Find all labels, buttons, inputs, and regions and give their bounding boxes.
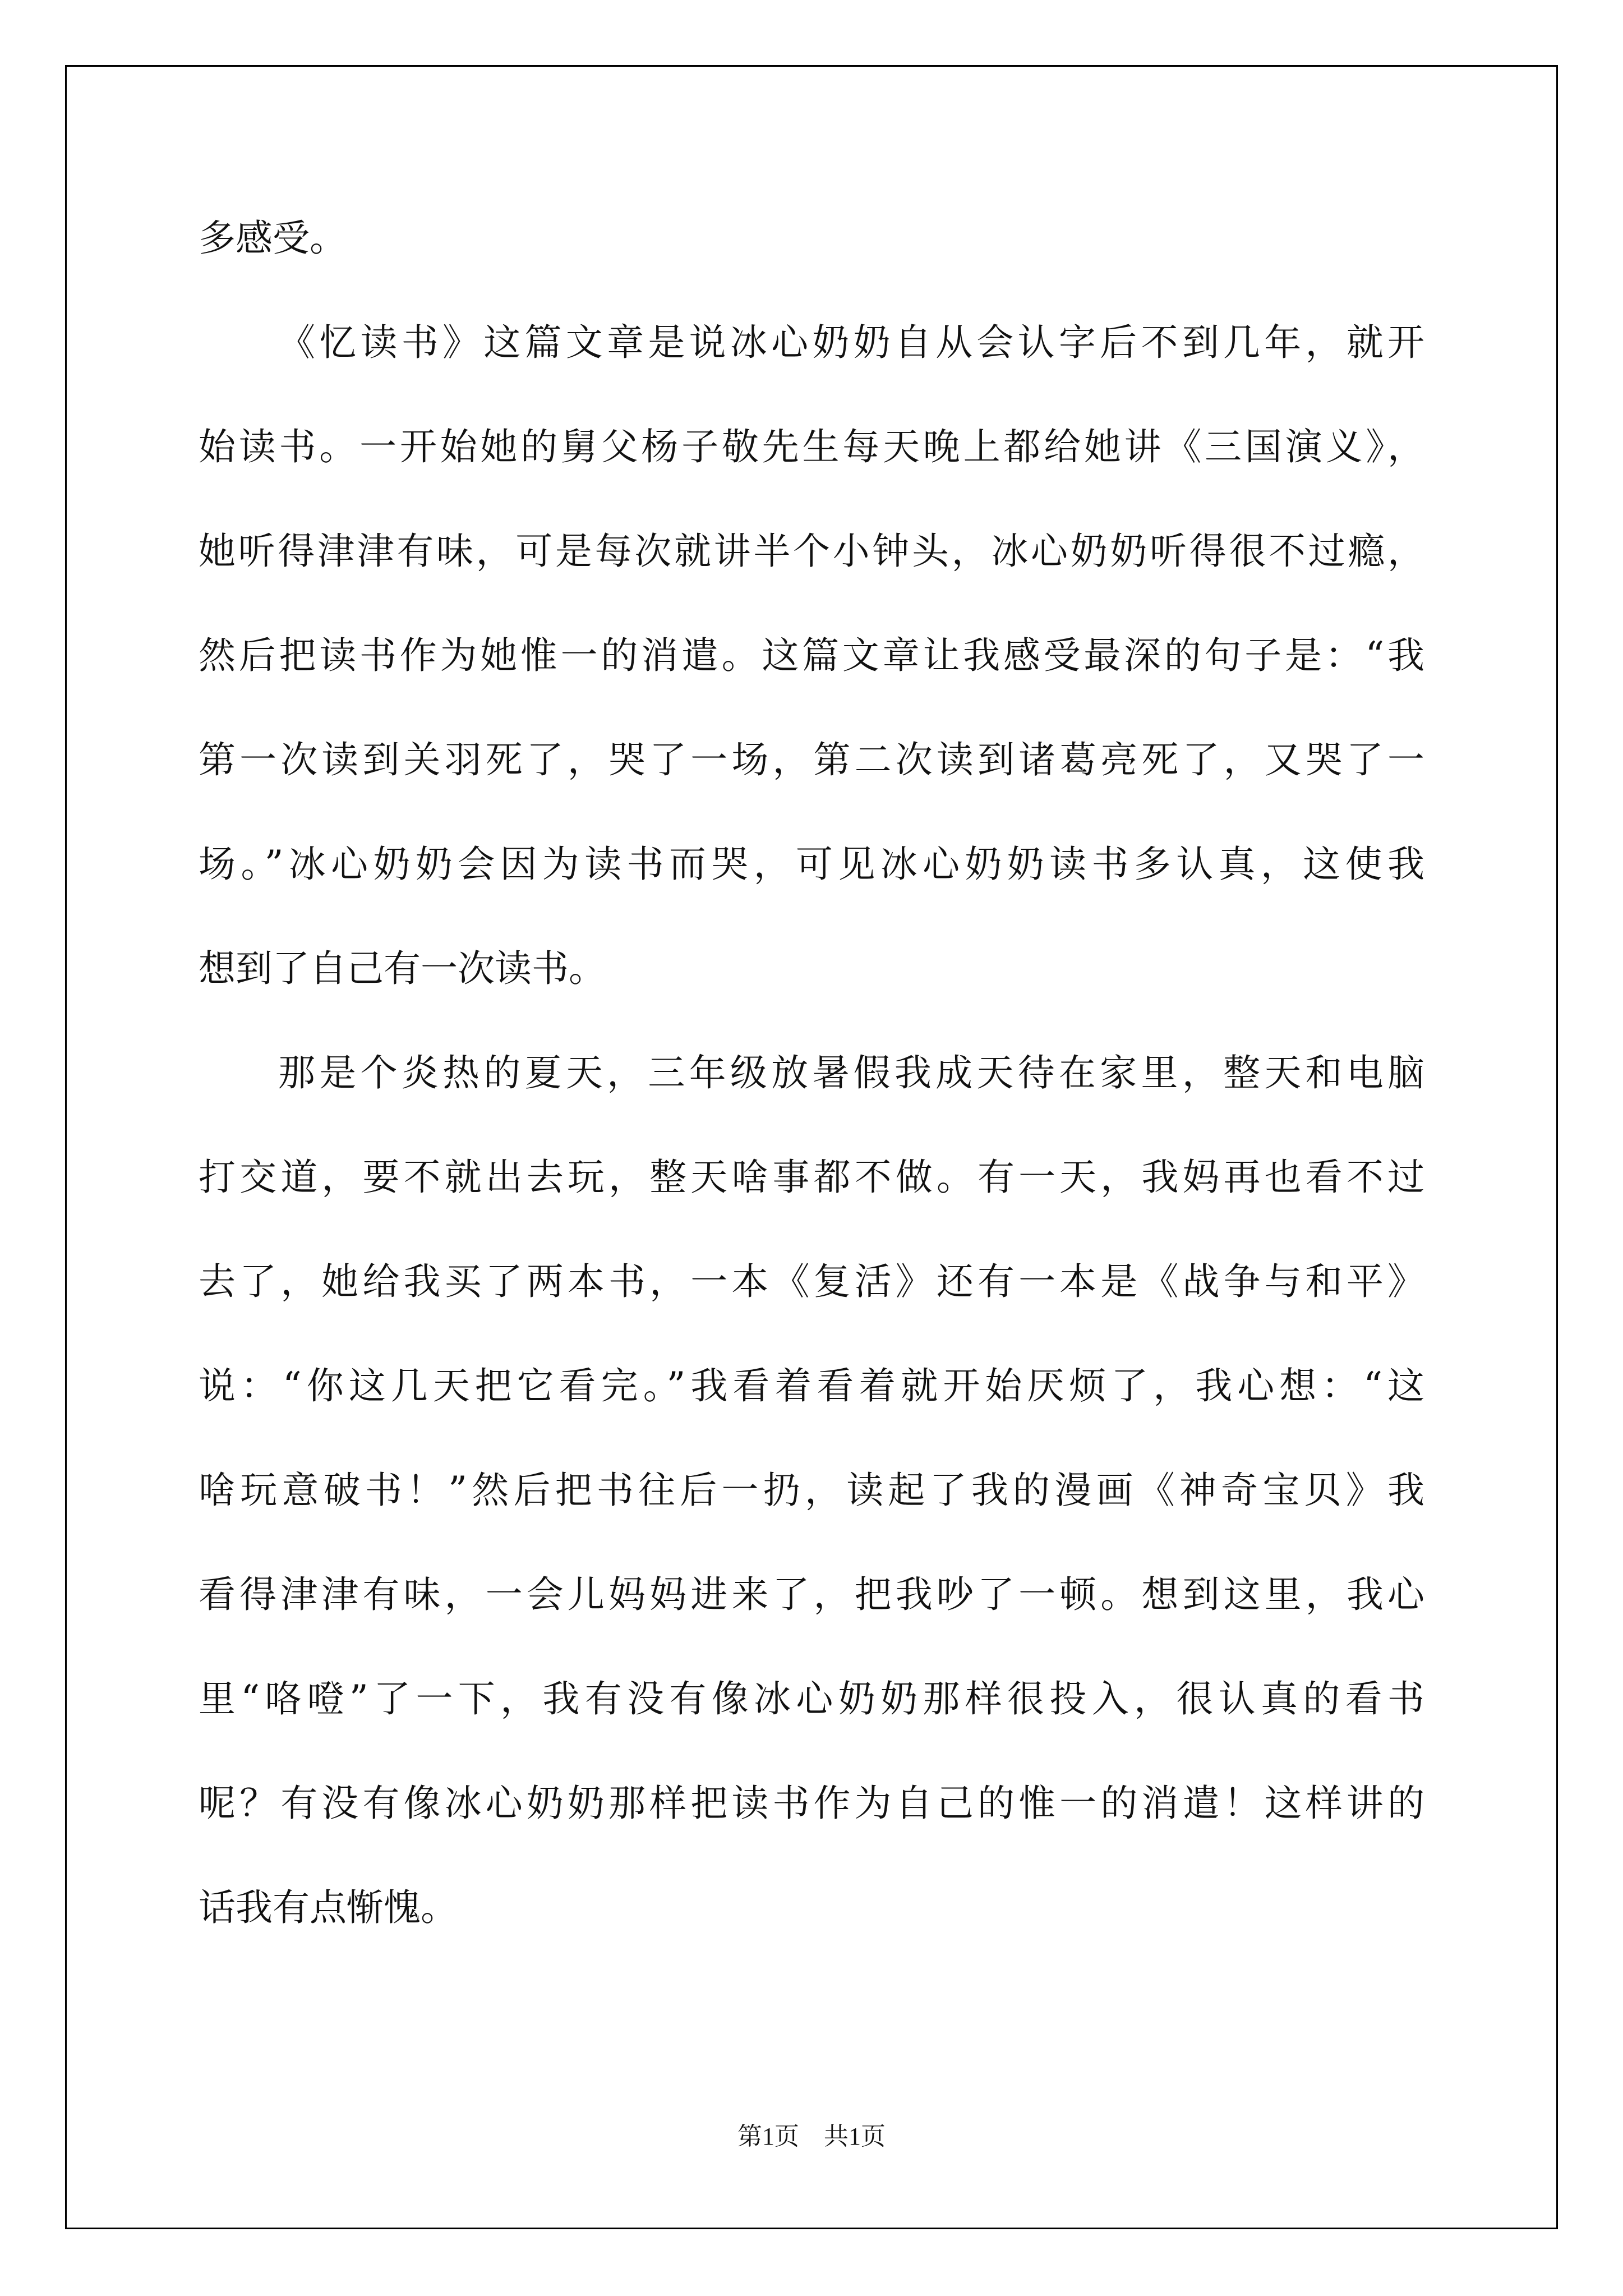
page-total: 共1页 <box>824 2123 886 2150</box>
paragraph-line: 里“咯噔”了一下，我有没有像冰心奶奶那样很投入，很认真的看书 <box>199 1677 1424 1720</box>
paragraph-line: 想到了自己有一次读书。 <box>199 947 606 990</box>
paragraph-line: 去了，她给我买了两本书，一本《复活》还有一本是《战争与和平》 <box>199 1260 1424 1303</box>
paragraph-line: 打交道，要不就出去玩，整天啥事都不做。有一天，我妈再也看不过 <box>199 1156 1424 1199</box>
paragraph-line: 第一次读到关羽死了，哭了一场，第二次读到诸葛亮死了，又哭了一 <box>199 738 1424 781</box>
paragraph-line: 她听得津津有味，可是每次就讲半个小钟头，冰心奶奶听得很不过瘾， <box>199 530 1424 573</box>
paragraph-line: 那是个炎热的夏天，三年级放暑假我成天待在家里，整天和电脑 <box>278 1051 1424 1094</box>
paragraph-line: 说：“你这几天把它看完。”我看着看着就开始厌烦了，我心想：“这 <box>199 1364 1424 1407</box>
paragraph-line: 场。”冰心奶奶会因为读书而哭，可见冰心奶奶读书多认真，这使我 <box>199 843 1424 886</box>
paragraph-line: 始读书。一开始她的舅父杨子敬先生每天晚上都给她讲《三国演义》， <box>199 425 1424 468</box>
paragraph-line: 《忆读书》这篇文章是说冰心奶奶自从会认字后不到几年，就开 <box>278 321 1424 364</box>
paragraph-line: 多感受。 <box>199 217 347 260</box>
page-footer <box>0 2116 1623 2152</box>
paragraph-line: 呢？有没有像冰心奶奶那样把读书作为自己的惟一的消遣！这样讲的 <box>199 1782 1424 1825</box>
paragraph-line: 话我有点惭愧。 <box>199 1886 458 1929</box>
paragraph-line: 看得津津有味，一会儿妈妈进来了，把我吵了一顿。想到这里，我心 <box>199 1573 1424 1616</box>
page-number: 第1页 <box>737 2123 799 2150</box>
document-body <box>199 217 1424 1994</box>
paragraph-line: 啥玩意破书！”然后把书往后一扔，读起了我的漫画《神奇宝贝》我 <box>199 1469 1424 1512</box>
paragraph-line: 然后把读书作为她惟一的消遣。这篇文章让我感受最深的句子是：“我 <box>199 634 1424 677</box>
